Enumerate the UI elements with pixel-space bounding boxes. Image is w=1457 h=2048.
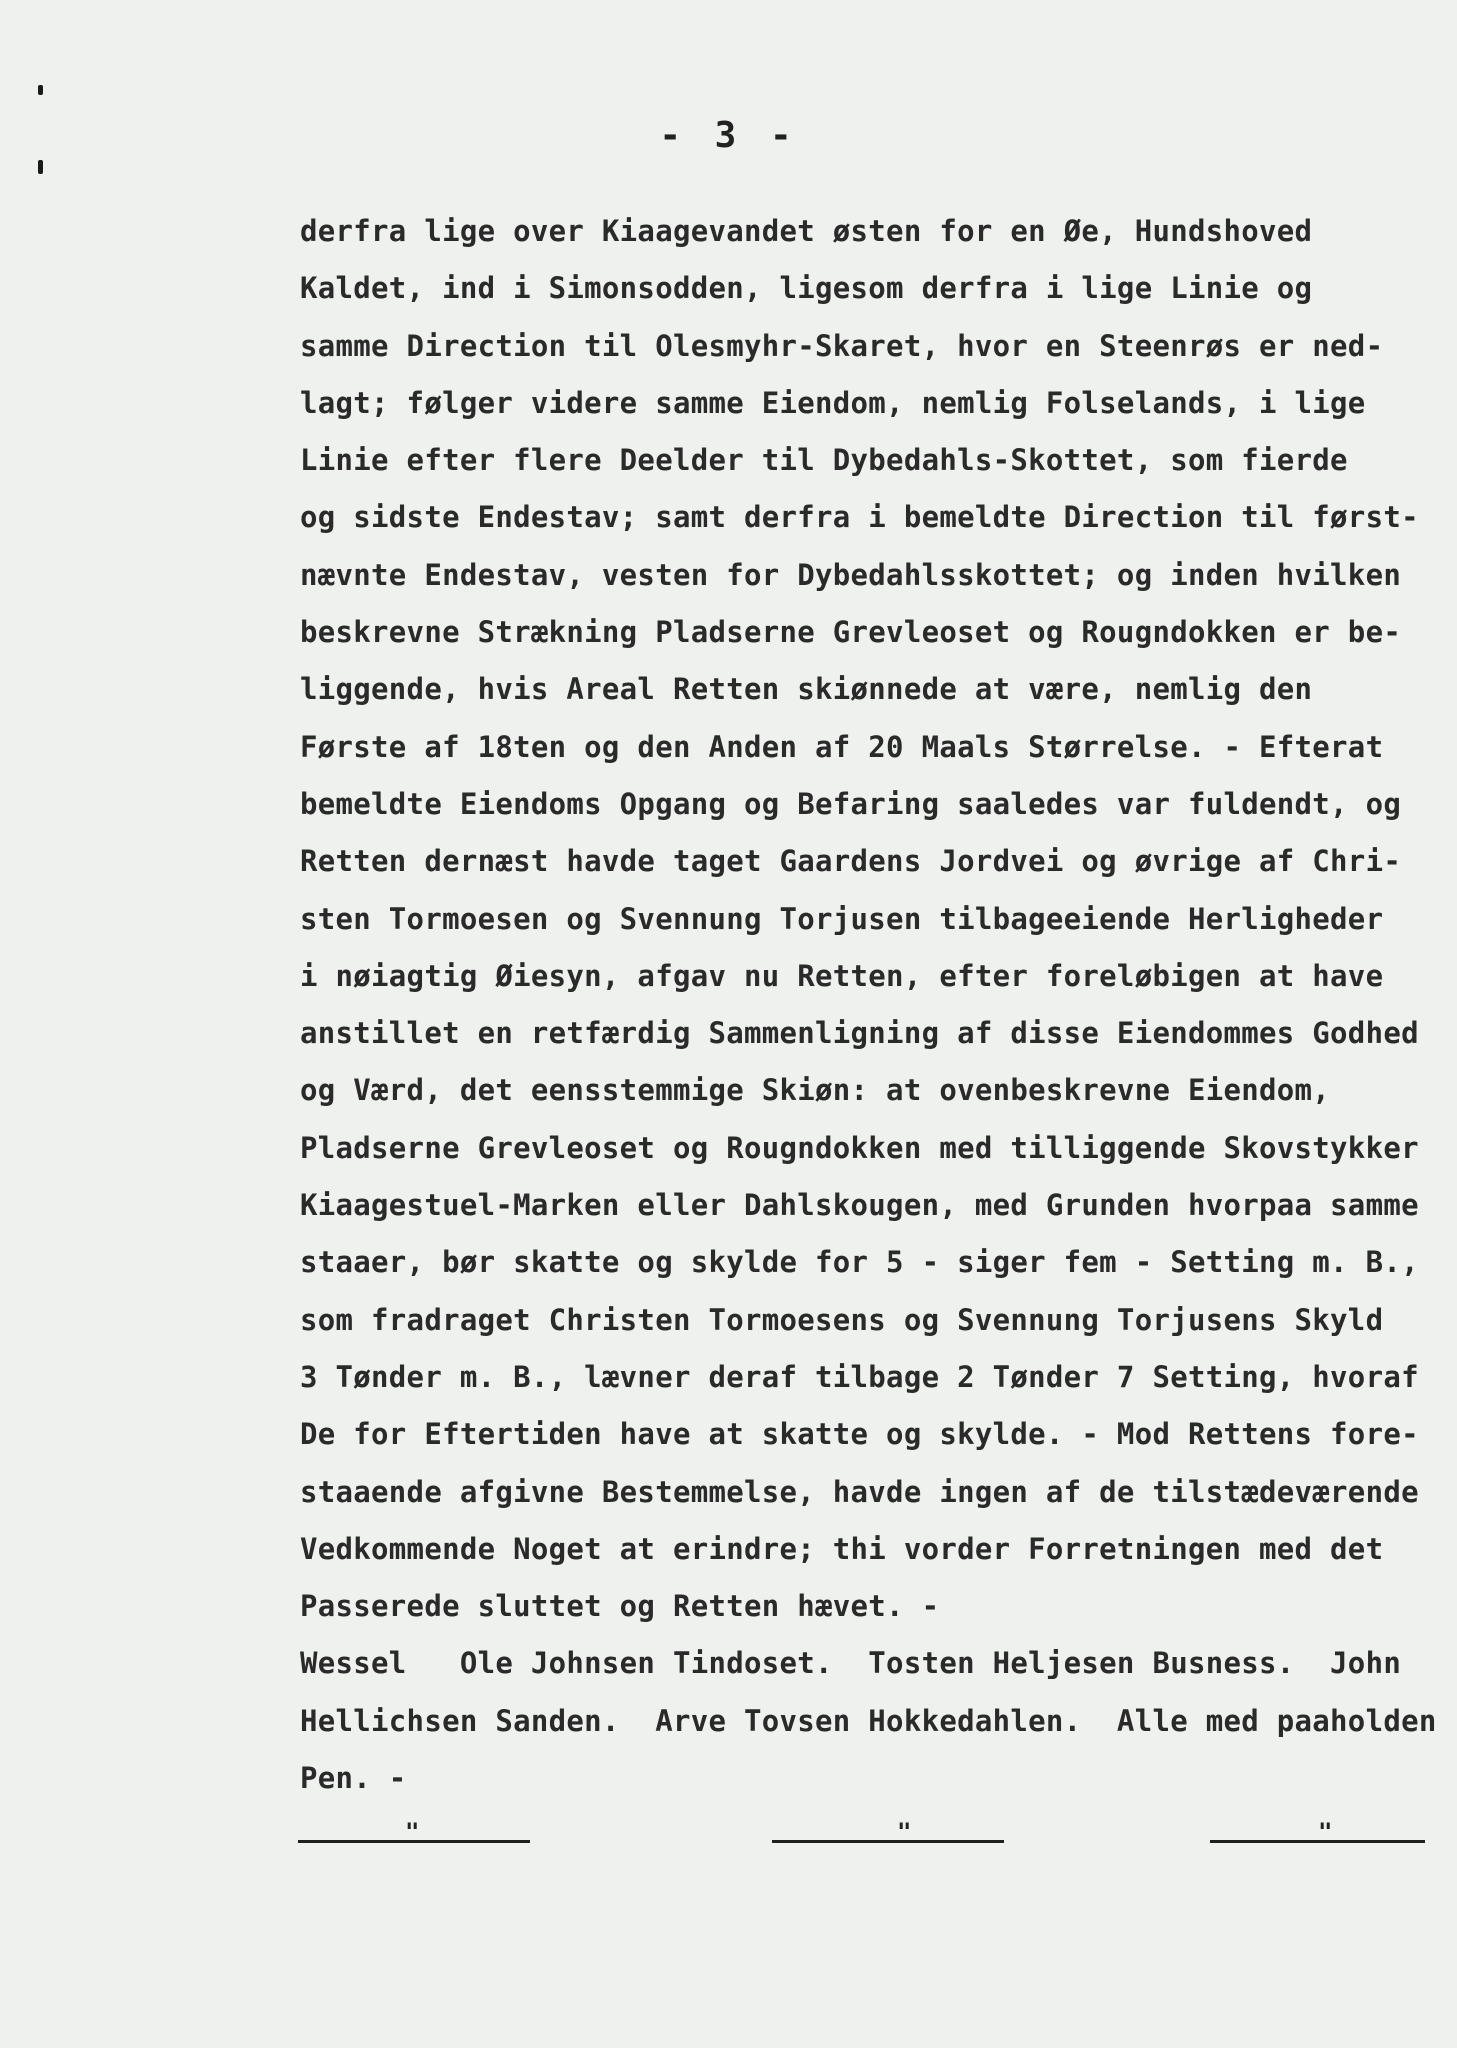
text-line: Pladserne Grevleoset og Rougndokken med tilliggende Skovstykker <box>300 1130 1419 1165</box>
text-line: Passerede sluttet og Retten hævet. - <box>300 1589 940 1624</box>
text-line: nævnte Endestav, vesten for Dybedahlsskottet; og inden hvilken <box>300 557 1402 592</box>
text-line: staaende afgivne Bestemmelse, havde ingen af de tilstædeværende <box>300 1474 1419 1509</box>
signature-line: Pen. - <box>300 1761 407 1796</box>
body-text <box>300 203 1437 1807</box>
text-line: Kaldet, ind i Simonsodden, ligesom derfra i lige Linie og <box>300 271 1313 306</box>
text-line: samme Direction til Olesmyhr-Skaret, hvor en Steenrøs er ned- <box>300 328 1384 363</box>
text-line: bemeldte Eiendoms Opgang og Befaring saaledes var fuldendt, og <box>300 786 1402 821</box>
signature-line: Wessel Ole Johnsen Tindoset. Tosten Heljesen Busness. John <box>300 1646 1402 1681</box>
text-line: og Værd, det eensstemmige Skiøn: at ovenbeskrevne Eiendom, <box>300 1073 1331 1108</box>
margin-mark <box>38 160 43 174</box>
text-line: liggende, hvis Areal Retten skiønnede at være, nemlig den <box>300 672 1313 707</box>
text-line: og sidste Endestav; samt derfra i bemeldte Direction til først- <box>300 500 1419 535</box>
signature-rule <box>772 1840 1004 1843</box>
signature-line: Hellichsen Sanden. Arve Tovsen Hokkedahlen. Alle med paaholden <box>300 1703 1437 1738</box>
text-line: 3 Tønder m. B., lævner deraf tilbage 2 Tønder 7 Setting, hvoraf <box>300 1359 1419 1394</box>
text-line: lagt; følger videre samme Eiendom, nemlig Folselands, i lige <box>300 385 1366 420</box>
signature-rules <box>0 1818 1457 1858</box>
ditto-mark: " <box>405 1818 420 1846</box>
page-number: - 3 - <box>659 115 798 156</box>
text-line: staaer, bør skatte og skylde for 5 - siger fem - Setting m. B., <box>300 1245 1419 1280</box>
text-line: Vedkommende Noget at erindre; thi vorder Forretningen med det <box>300 1531 1384 1566</box>
margin-mark <box>38 85 43 95</box>
ditto-mark: " <box>897 1818 912 1846</box>
text-line: derfra lige over Kiaagevandet østen for en Øe, Hundshoved <box>300 214 1313 248</box>
ditto-mark: " <box>1318 1818 1333 1846</box>
text-line: sten Tormoesen og Svennung Torjusen tilbageeiende Herligheder <box>300 901 1384 936</box>
text-line: i nøiagtig Øiesyn, afgav nu Retten, efter foreløbigen at have <box>300 958 1384 993</box>
text-line: beskrevne Strækning Pladserne Grevleoset og Rougndokken er be- <box>300 615 1402 650</box>
text-line: anstillet en retfærdig Sammenligning af disse Eiendommes Godhed <box>300 1016 1419 1051</box>
text-line: Retten dernæst havde taget Gaardens Jordvei og øvrige af Chri- <box>300 844 1402 879</box>
text-line: Første af 18ten og den Anden af 20 Maals Størrelse. - Efterat <box>300 729 1384 764</box>
text-line: De for Eftertiden have at skatte og skylde. - Mod Rettens fore- <box>300 1417 1419 1452</box>
text-line: Linie efter flere Deelder til Dybedahls-Skottet, som fierde <box>300 443 1348 478</box>
text-line: Kiaagestuel-Marken eller Dahlskougen, med Grunden hvorpaa samme <box>300 1188 1419 1223</box>
text-line: som fradraget Christen Tormoesens og Svennung Torjusens Skyld <box>300 1302 1384 1337</box>
